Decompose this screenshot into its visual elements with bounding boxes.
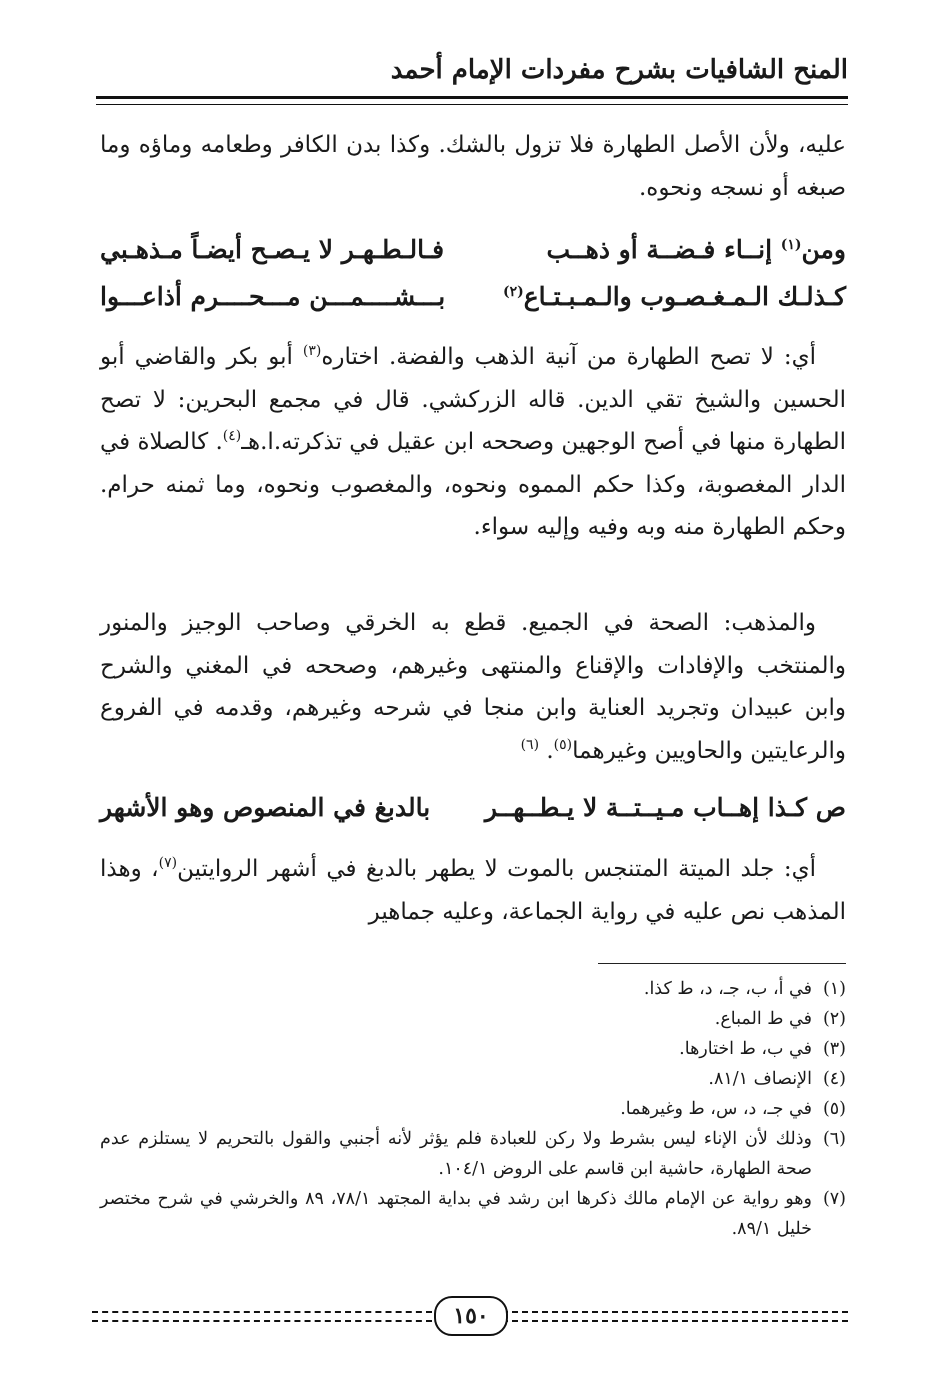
- verse-1: [100, 226, 846, 320]
- paragraph-commentary-2: أي: جلد الميتة المتنجس بالموت لا يطهر بالدبغ في أشهر الروايتين$^{(٧)}$، وهذا المذهب نص عليه في رواية الجماعة، وعليه جماهير: [100, 855, 846, 925]
- verse-2-line: [100, 784, 846, 831]
- footnote-ref-4: (٤): [222, 428, 242, 444]
- verse-1-line-2-right: كـذلـك الـمـغـصـوب والـمـبـتـاع$^{(٢)}$: [502, 282, 846, 311]
- footnote-ref-2: (٢): [502, 284, 524, 300]
- footnote-item: [100, 1094, 846, 1124]
- footer-dashed-rule-left: [92, 1311, 432, 1313]
- footnote-ref-1: (١): [780, 237, 802, 253]
- footnote-number: (٣): [822, 1039, 846, 1059]
- footer-dashed-rule-left-2: [92, 1320, 432, 1322]
- verse-2: [100, 784, 846, 831]
- verse-1-line-1-right: ومن$^{(١)}$ إنــاء فـضــة أو ذهــب: [546, 235, 846, 264]
- footnote-number: (٦): [822, 1129, 846, 1149]
- footnote-text: وذلك لأن الإناء ليس بشرط ولا ركن للعبادة فلم يؤثر لأنه أجنبي والقول بالتحريم لا يستلزم عدم صحة الطهارة، حاشية ابن قاسم على الروض ١٠٤/١.: [100, 1129, 812, 1179]
- footnote-number: (١): [822, 979, 846, 999]
- footer-dashed-rule-right: [502, 1311, 848, 1313]
- footnote-text: وهو رواية عن الإمام مالك ذكرها ابن رشد في بداية المجتهد ٧٨/١، ٨٩ والخرشي في شرح مختصر خليل ٨٩/١.: [100, 1189, 812, 1239]
- paragraph-commentary-1: أي: لا تصح الطهارة من آنية الذهب والفضة. اختاره$^{(٣)}$ أبو بكر والقاضي أبو الحسين والشيخ تقي الدين. قاله الزركشي. قال في مجمع البحرين: لا تصح الطهارة منها في أصح الوجهين وصححه ابن عقيل في تذكرته.ا.هـ$^{(٤)}$. كالصلاة في الدار المغصوبة، وكذا حكم المموه ونحوه، والمغصوب ونحوه، وما ثمنه حرام. وحكم الطهارة منه وبه وفيه وإليه سواء.: [99, 343, 846, 540]
- footnote-ref-5: (٥): [553, 736, 573, 753]
- page-number: ١٥٠: [434, 1296, 508, 1336]
- footnote-ref-3: (٣): [302, 343, 322, 359]
- footer-dashed-rule-right-2: [502, 1320, 848, 1322]
- footnote-text: في جـ، د، س، ط وغيرهما.: [620, 1099, 812, 1119]
- footnote-text: الإنصاف ٨١/١.: [708, 1069, 812, 1089]
- paragraph-continuation: عليه، ولأن الأصل الطهارة فلا تزول بالشك. وكذا بدن الكافر وطعامه وماؤه وما صبغه أو نسجه ونحوه.: [100, 132, 846, 201]
- footnote-item: [100, 1124, 846, 1184]
- footnote-item: [100, 974, 846, 1004]
- verse-2-left: بالدبغ في المنصوص وهو الأشهر: [100, 793, 431, 822]
- footnote-ref-7: (٧): [158, 855, 178, 871]
- verse-2-right: ص كـذا إهــاب مـيــتــة لا يـطــهــر: [484, 793, 846, 822]
- paragraph-madhhab: والمذهب: الصحة في الجميع. قطع به الخرقي وصاحب الوجيز والمنور والمنتخب والإفادات والإقناع والمنتهى وغيرهم، وصححه في المغني والشرح وابن عبيدان وتجريد العناية وابن منجا في شرحه وغيرهم، وقدمه في الفروع والرعايتين والحاويين وغيرهما$^{(٥)}$. $^{(٦)}$: [100, 610, 846, 764]
- footnote-number: (٥): [822, 1099, 846, 1119]
- footnote-number: (٤): [822, 1069, 846, 1089]
- header-rule: [96, 96, 848, 99]
- footnote-number: (٧): [822, 1189, 846, 1209]
- footnote-text: في أ، ب، جـ، د، ط كذا.: [643, 979, 812, 999]
- footnote-item: [100, 1064, 846, 1094]
- footnote-text: في ط المباع.: [714, 1009, 812, 1029]
- footnote-number: (٢): [822, 1009, 846, 1029]
- footnote-item: [100, 1184, 846, 1244]
- verse-1-line-2-left: بـــشــــمـــن مـــحــــرم أذاعـــوا: [100, 282, 446, 311]
- footnotes: [100, 974, 846, 1244]
- footnote-separator: [598, 963, 846, 964]
- footnote-ref-6: (٦): [520, 736, 540, 753]
- footnote-item: [100, 1004, 846, 1034]
- verse-1-line-2: [100, 273, 846, 320]
- footnote-item: [100, 1034, 846, 1064]
- verse-1-line-1-left: فـالـطـهـر لا يـصـح أيضـاً مـذهـبي: [100, 235, 445, 264]
- running-header: المنح الشافيات بشرح مفردات الإمام أحمد: [390, 55, 848, 85]
- footnote-text: في ب، ط اختارها.: [679, 1039, 812, 1059]
- verse-1-line-1: [100, 226, 846, 273]
- header-rule-thin: [96, 104, 848, 105]
